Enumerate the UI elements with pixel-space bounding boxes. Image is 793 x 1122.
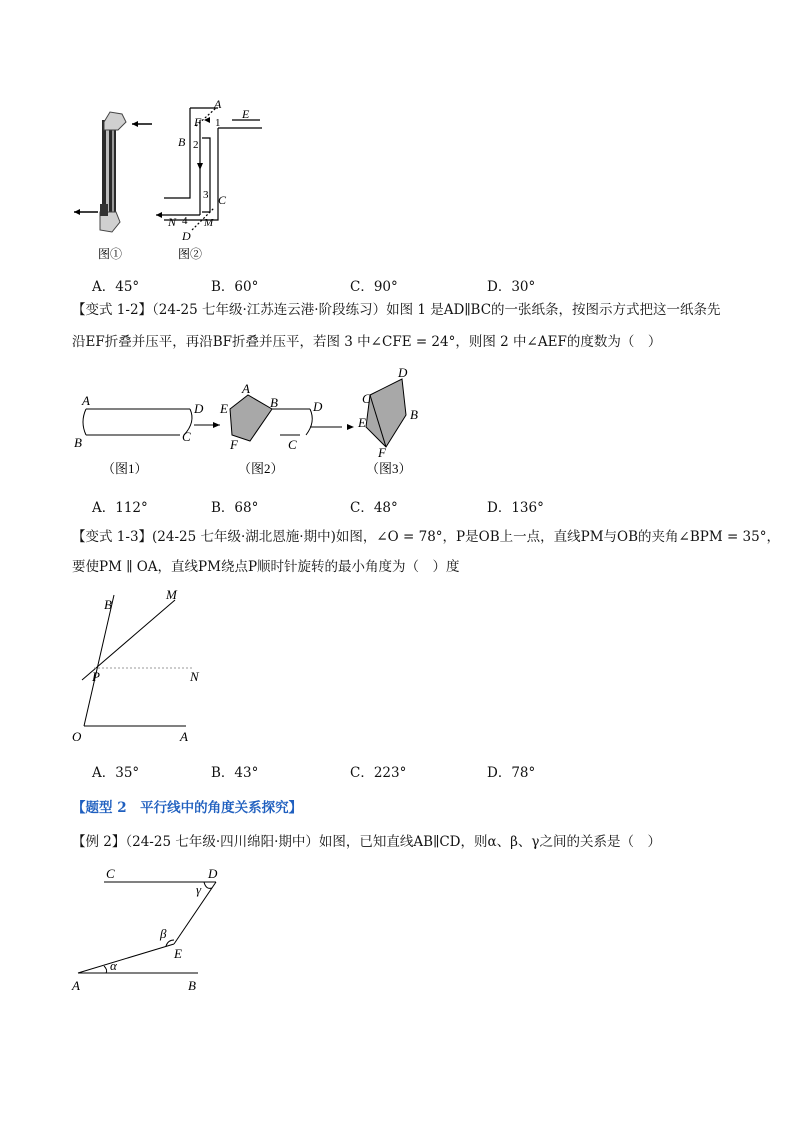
periscope-photo: [74, 112, 152, 232]
label-3: 3: [203, 189, 209, 201]
label-C: C: [218, 193, 227, 207]
q12-fig3-caption: （图3）: [366, 461, 412, 476]
q12-option-c[interactable]: C．48°: [350, 500, 398, 516]
q13-M: M: [166, 587, 177, 602]
q12-f1-A: A: [82, 393, 90, 408]
fig2-caption: 图②: [178, 247, 203, 261]
prev-figures: [60, 100, 280, 270]
label-M: M: [204, 217, 214, 229]
ex2-gamma: γ: [196, 882, 202, 897]
q12-figures: [70, 365, 430, 480]
q12-fig2-caption: （图2）: [238, 461, 284, 476]
q13-option-b[interactable]: B．43°: [211, 765, 259, 781]
q12-f3-F: F: [378, 445, 386, 460]
q13-stem-line2: 要使PM ∥ OA，直线PM绕点P顺时针旋转的最小角度为（ ）度: [72, 559, 460, 575]
label-1: 1: [215, 117, 221, 129]
ex2-B: B: [188, 978, 196, 993]
ex2-stem-line1: 【例 2】（24-25 七年级·四川绵阳·期中）如图，已知直线AB∥CD，则α、β、γ之间的关系是（ ）: [72, 834, 661, 850]
q13-option-c[interactable]: C．223°: [350, 765, 407, 781]
ex2-C: C: [106, 866, 115, 881]
ex2-D: D: [208, 866, 218, 881]
q13-stem-line1: 【变式 1-3】(24-25 七年级·湖北恩施·期中)如图，∠O = 78°，P是OB上一点，直线PM与OB的夹角∠BPM = 35°，: [72, 529, 780, 545]
q12-stem-line2: 沿EF折叠并压平，再沿BF折叠并压平，若图 3 中∠CFE = 24°，则图 2 中∠AEF的度数为（ ）: [72, 334, 662, 350]
label-N: N: [168, 215, 177, 229]
q12-stem-line1: 【变式 1-2】（24-25 七年级·江苏连云港·阶段练习）如图 1 是AD∥BC的一张纸条，按图示方式把这一纸条先: [72, 302, 721, 318]
ex2-beta: β: [160, 926, 167, 941]
q12-f2-E: E: [220, 401, 228, 416]
q12-f3-E: E: [358, 415, 366, 430]
fig1-caption: 图①: [98, 247, 123, 261]
label-E: E: [242, 107, 250, 121]
label-A: A: [214, 100, 222, 111]
q12-f1-B: B: [74, 435, 82, 450]
q13-N: N: [190, 669, 199, 684]
label-4: 4: [182, 215, 188, 227]
q12-f2-B: B: [270, 395, 278, 410]
q13-B: B: [104, 597, 112, 612]
q13-figure: [70, 585, 220, 745]
q13-O: O: [72, 729, 82, 744]
option-b[interactable]: B．60°: [211, 279, 259, 295]
q12-fig1-caption: （图1）: [102, 461, 148, 476]
q12-f1-C: C: [182, 429, 191, 444]
q12-f2-A: A: [242, 381, 250, 396]
q12-f1-D: D: [194, 401, 204, 416]
q12-f2-F: F: [230, 437, 238, 452]
q13-option-d[interactable]: D．78°: [487, 765, 536, 781]
periscope-diagram: [156, 108, 262, 230]
q13-option-a[interactable]: A．35°: [92, 765, 140, 781]
q12-option-d[interactable]: D．136°: [487, 500, 544, 516]
ex2-figure: [70, 862, 230, 997]
label-F: F: [194, 115, 202, 129]
ex2-alpha: α: [110, 958, 117, 973]
q12-f2-C: C: [288, 437, 297, 452]
ex2-E: E: [174, 946, 182, 961]
q12-f2-D: D: [313, 399, 323, 414]
q12-option-a[interactable]: A．112°: [92, 500, 148, 516]
label-2: 2: [193, 139, 199, 151]
q12-option-b[interactable]: B．68°: [211, 500, 259, 516]
q13-P: P: [92, 669, 100, 684]
section-title: 【题型 2 平行线中的角度关系探究】: [72, 800, 303, 816]
option-d[interactable]: D．30°: [487, 279, 536, 295]
q13-A: A: [180, 729, 188, 744]
q12-f3-C: C: [362, 391, 371, 406]
option-a[interactable]: A．45°: [92, 279, 140, 295]
label-D: D: [182, 229, 191, 243]
ex2-A: A: [72, 978, 80, 993]
q12-f3-B: B: [410, 407, 418, 422]
q12-f3-D: D: [398, 365, 408, 380]
option-c[interactable]: C．90°: [350, 279, 398, 295]
label-B: B: [178, 135, 186, 149]
